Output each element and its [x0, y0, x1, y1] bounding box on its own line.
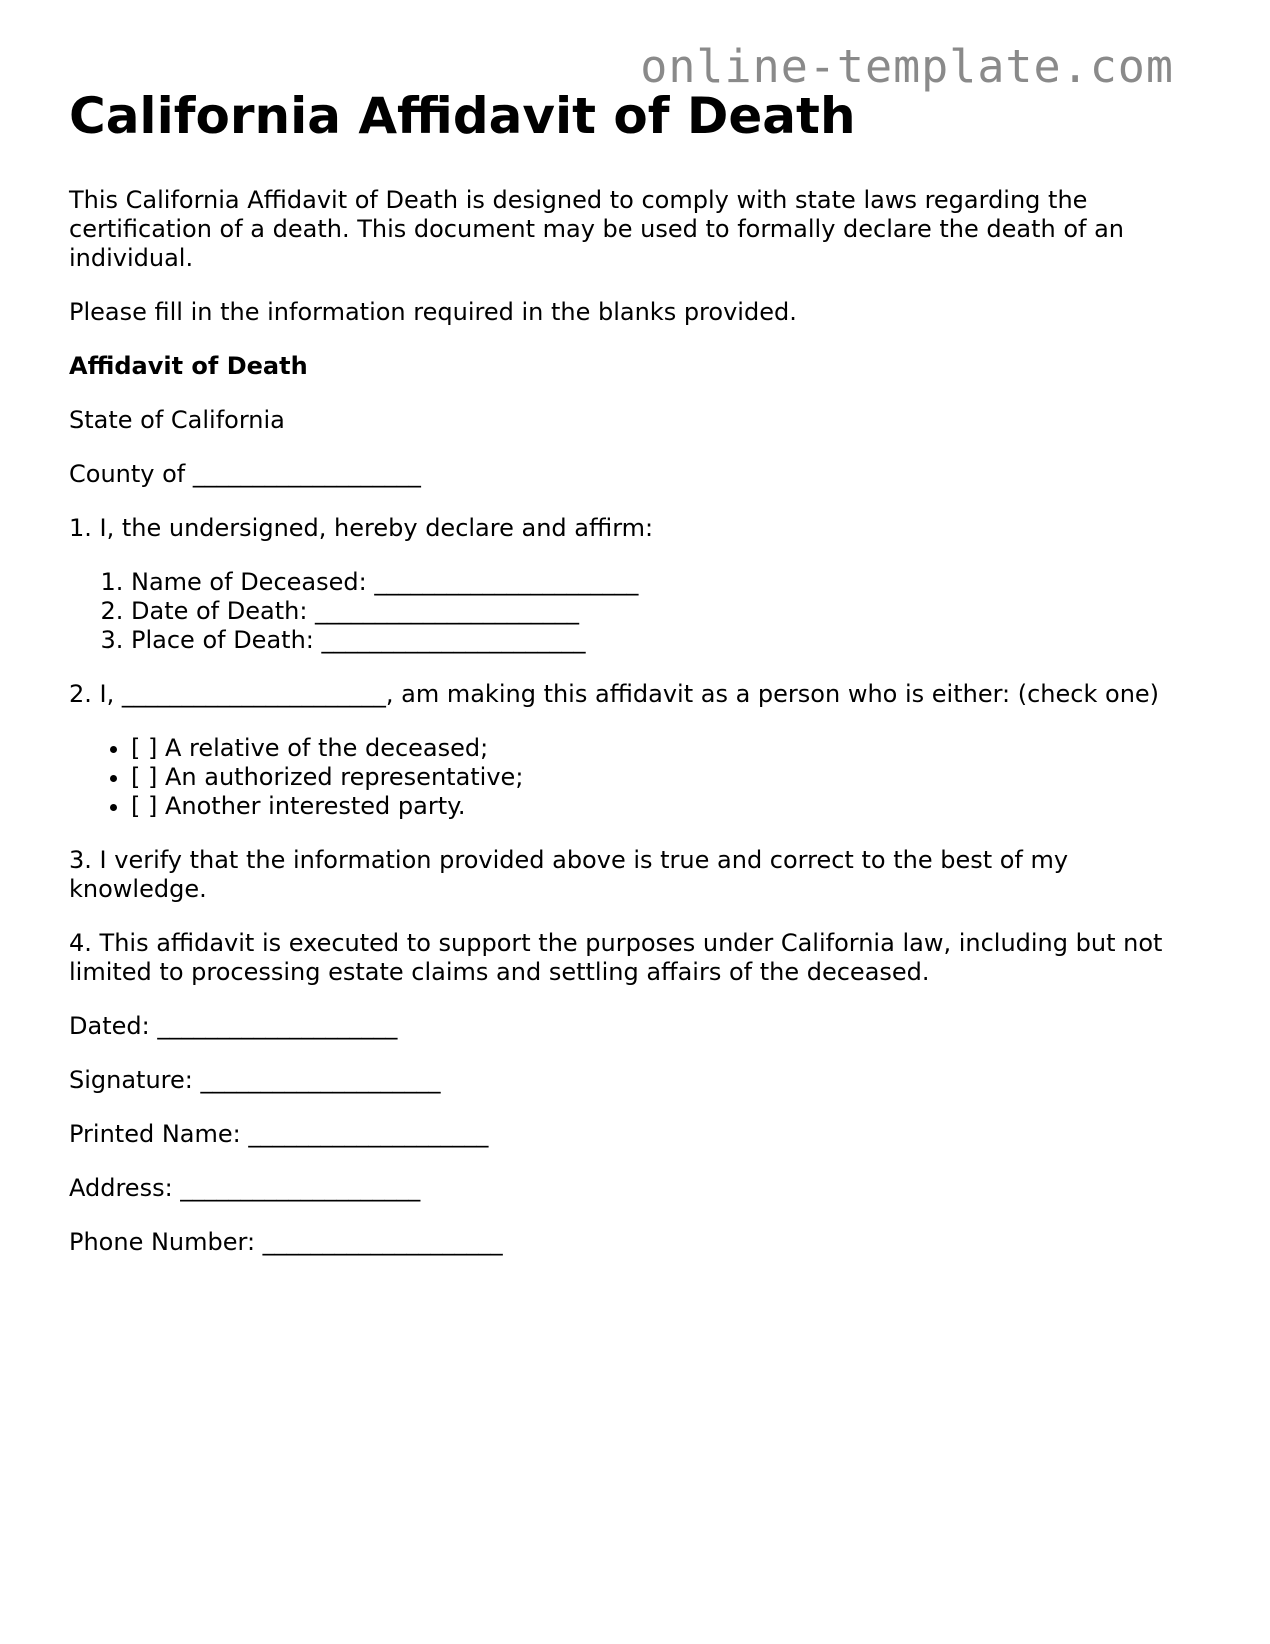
section-heading: Affidavit of Death: [69, 352, 308, 380]
declaration-item-3: 3. I verify that the information provided above is true and correct to the best of my knowledge.: [69, 846, 1069, 903]
state-line: State of California: [69, 406, 285, 434]
phone-number-field[interactable]: Phone Number: ____________________: [69, 1228, 503, 1256]
deceased-name-field[interactable]: 1. Name of Deceased: ______________________: [131, 568, 1199, 597]
declaration-item-4: 4. This affidavit is executed to support the purposes under California law, including but not limited to processing estate claims and settling affairs of the deceased.: [69, 929, 1163, 986]
dated-field[interactable]: Dated: ____________________: [69, 1012, 398, 1040]
option-interested-party-checkbox[interactable]: • [ ] Another interested party.: [131, 792, 1199, 821]
county-field[interactable]: County of ___________________: [69, 460, 421, 488]
intro-paragraph: This California Affidavit of Death is designed to comply with state laws regarding the certification of a death. This document may be used to formally declare the death of an individual.: [69, 186, 1125, 272]
document-title: California Affidavit of Death: [69, 87, 856, 145]
watermark: online-template.com: [640, 40, 1174, 93]
address-field[interactable]: Address: ____________________: [69, 1174, 421, 1202]
option-relative-checkbox[interactable]: • [ ] A relative of the deceased;: [131, 734, 1199, 763]
affiant-role-options: [69, 734, 1199, 821]
document-body: [69, 86, 1199, 1282]
date-of-death-field[interactable]: 2. Date of Death: ______________________: [131, 597, 1199, 626]
declaration-item-1: 1. I, the undersigned, hereby declare and affirm:: [69, 514, 654, 542]
place-of-death-field[interactable]: 3. Place of Death: ______________________: [131, 626, 1199, 655]
declaration-item-2[interactable]: 2. I, ______________________, am making this affidavit as a person who is either: (check one): [69, 680, 1160, 708]
signature-field[interactable]: Signature: ____________________: [69, 1066, 441, 1094]
printed-name-field[interactable]: Printed Name: ____________________: [69, 1120, 489, 1148]
deceased-details-list: [69, 568, 1199, 655]
option-representative-checkbox[interactable]: • [ ] An authorized representative;: [131, 763, 1199, 792]
instructions-paragraph: Please fill in the information required in the blanks provided.: [69, 298, 797, 326]
